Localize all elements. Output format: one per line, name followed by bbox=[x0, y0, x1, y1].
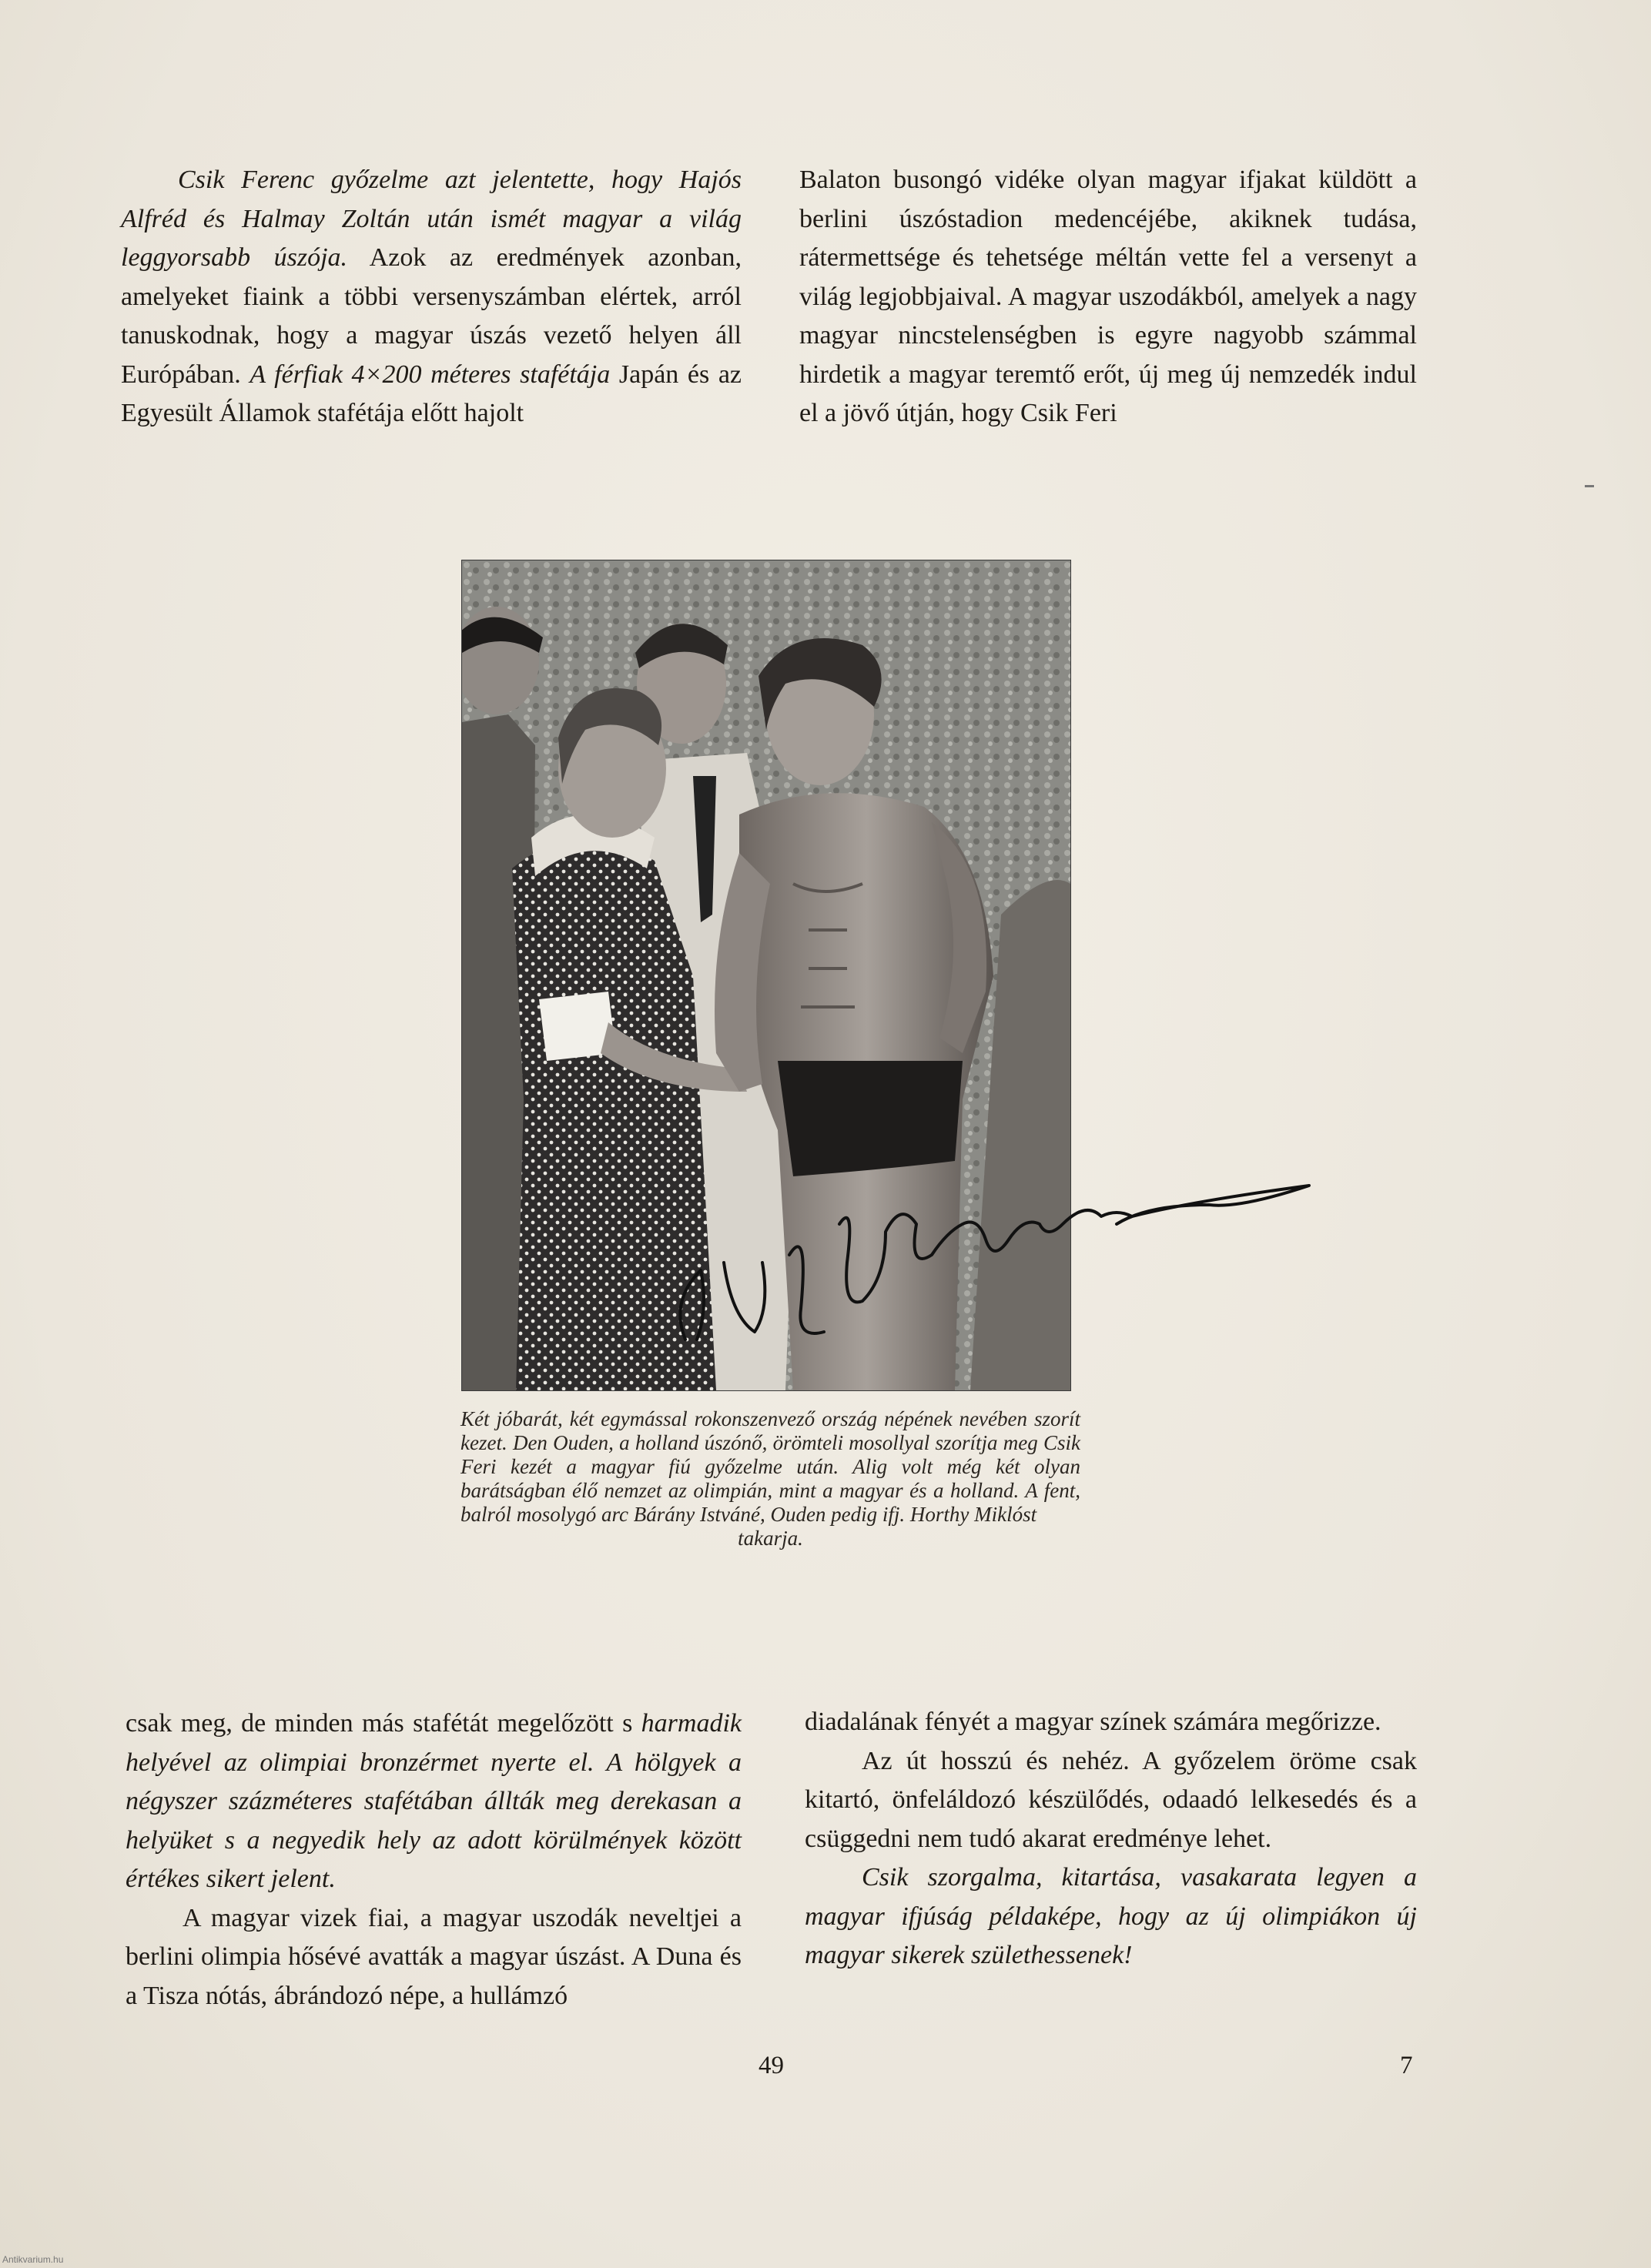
bottom-right-paragraph-1: diadalának fényét a magyar színek számára megőrizze. bbox=[805, 1708, 1381, 1736]
margin-mark bbox=[1585, 485, 1594, 487]
bottom-right-paragraph-3: Csik szorgalma, kitartása, vasakarata legyen a magyar ifjúság példaképe, hogy az új olimpiákon új magyar sikerek születhessenek! bbox=[805, 1863, 1417, 1969]
bottom-left-italic-1: harmadik helyével az olimpiai bronzérmet nyerte el. A hölgyek a négyszer százméteres stafétában állták meg derekasan a helyüket s a negyedik hely az adott körülmények között értékes sikert jelent. bbox=[126, 1709, 742, 1893]
top-left-italic-1: Csik Ferenc győzelme azt jelentette, hogy Hajós Alfréd és Halmay Zoltán után ismét magyar a világ leggyorsabb úszója. bbox=[121, 166, 742, 272]
bottom-right-column bbox=[805, 1703, 1417, 1975]
top-left-column bbox=[121, 161, 742, 433]
photo-caption bbox=[460, 1407, 1080, 1550]
bottom-left-paragraph-1 bbox=[126, 1704, 742, 1899]
top-left-paragraph bbox=[121, 161, 742, 433]
caption-last-line: takarja. bbox=[738, 1527, 803, 1550]
top-left-text-1: Azok az eredmények azonban, amelyeket fiaink a többi versenyszámban elértek, arról tanuskodnak, hogy a magyar úszás vezető helyen áll Európában. bbox=[121, 243, 742, 389]
top-left-italic-2: A férfiak 4×200 méteres stafétája bbox=[249, 360, 611, 389]
page-number-left: 49 bbox=[759, 2052, 784, 2079]
bottom-left-column bbox=[126, 1704, 742, 2015]
source-watermark: Antikvarium.hu bbox=[2, 2254, 64, 2265]
top-right-paragraph: Balaton busongó vidéke olyan magyar ifjakat küldött a berlini úszóstadion medencéjébe, akiknek tudása, rátermettsége és tehetsége méltán vette fel a versenyt a világ legjobbjaival. A magyar uszodákból, amelyek a nagy magyar nincstelenségben is egyre nagyobb számmal hirdetik a magyar teremtő erőt, új meg új nemzedék indul el a jövő útján, hogy Csik Feri bbox=[799, 166, 1417, 427]
page-number-right: 7 bbox=[1400, 2052, 1413, 2079]
photo-illustration bbox=[462, 560, 1070, 1390]
top-right-column bbox=[799, 161, 1417, 433]
top-left-text-2: Japán és az Egyesült Államok stafétája előtt hajolt bbox=[121, 360, 742, 427]
bottom-left-text-1: csak meg, de minden más stafétát megelőzött s bbox=[126, 1709, 641, 1738]
photograph-swimmers-handshake bbox=[462, 560, 1070, 1390]
bottom-right-paragraph-2: Az út hosszú és nehéz. A győzelem öröme csak kitartó, önfeláldozó készülődés, odaadó lelkesedés és a csüggedni nem tudó akarat eredménye lehet. bbox=[805, 1746, 1417, 1853]
bottom-left-paragraph-2: A magyar vizek fiai, a magyar uszodák neveltjei a berlini olimpia hősévé avatták a magyar úszást. A Duna és a Tisza nótás, ábrándozó népe, a hullámzó bbox=[126, 1903, 742, 2010]
caption-text: Két jóbarát, két egymással rokonszenvező ország népének nevében szorít kezet. Den Ouden, a holland úszónő, örömteli mosollyal szorítja meg Csik Feri kezét a magyar fiú győzelme után. Alig volt még két olyan barátságban élő nemzet az olimpián, mint a magyar és a holland. A fent, balról mosolygó arc Bárány Istváné, Ouden pedig ifj. Horthy Miklóst bbox=[460, 1407, 1080, 1526]
